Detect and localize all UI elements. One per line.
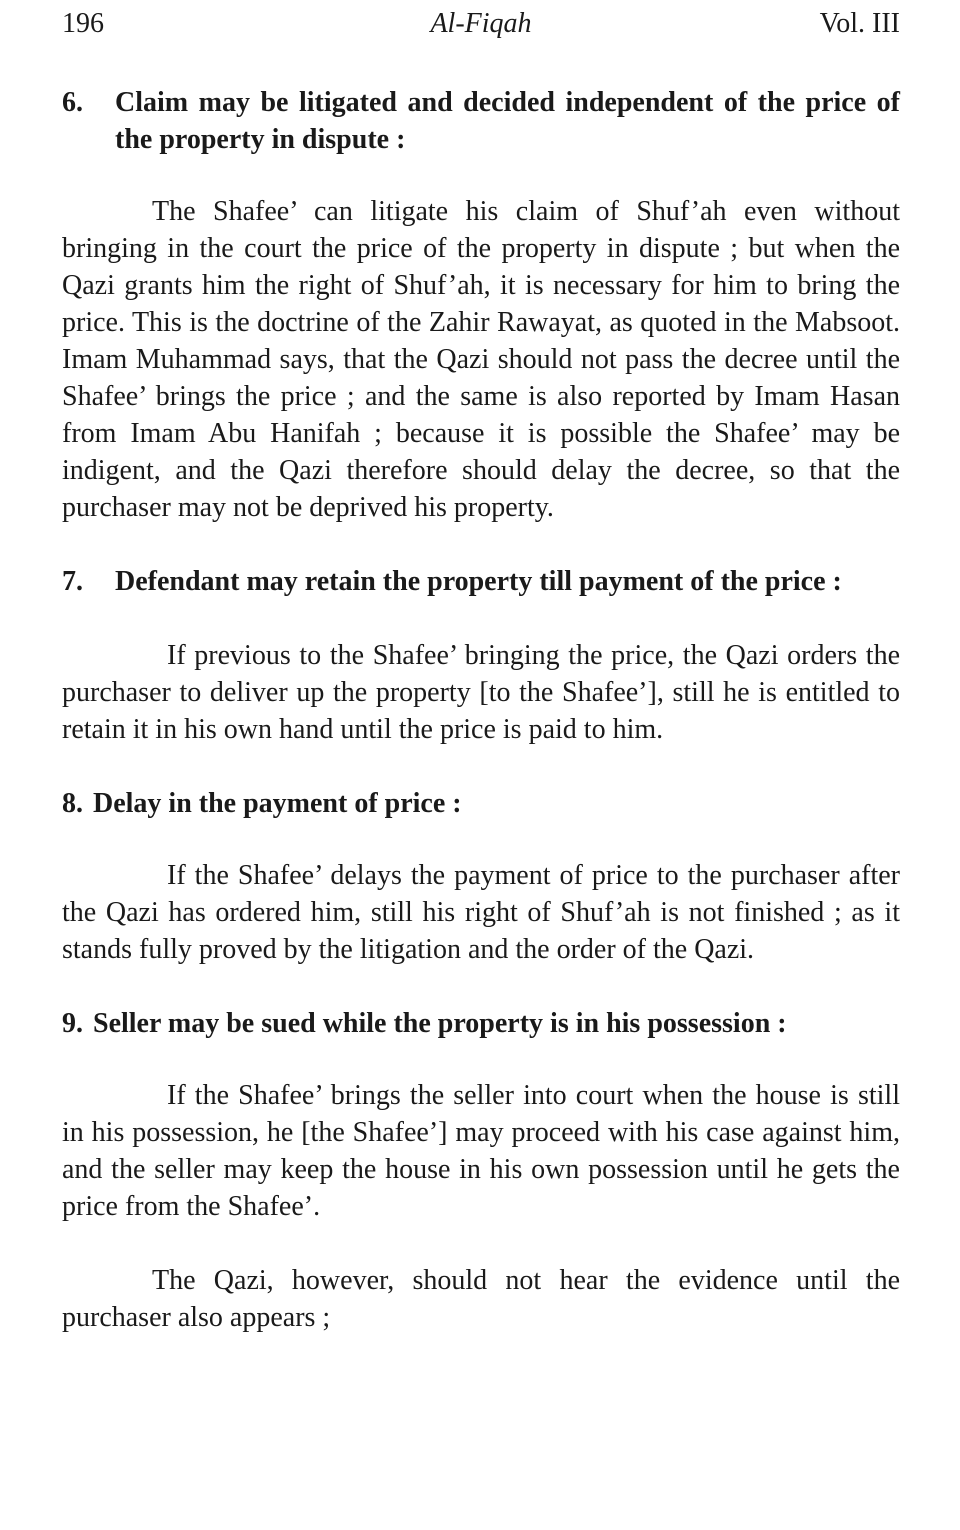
section-title: Defendant may retain the property till payment of the price : (115, 566, 842, 597)
book-title: Al-Fiqah (430, 8, 532, 39)
section-number: 9. (62, 1008, 83, 1039)
running-header (62, 8, 900, 48)
section-title: Seller may be sued while the property is in his possession : (93, 1008, 787, 1039)
paragraph: If previous to the Shafee’ bringing the price, the Qazi orders the purchaser to deliver up the property [to the Shafee’], still he is entitled to retain it in his own hand until the price is paid to him. (62, 640, 900, 745)
section-number: 7. (62, 566, 83, 597)
section-number: 8. (62, 788, 83, 819)
volume-label: Vol. III (819, 8, 900, 39)
paragraph: If the Shafee’ delays the payment of price to the purchaser after the Qazi has ordered him, still his right of Shuf’ah is not finished ; as it stands fully proved by the litigation and the order of the Qazi. (62, 860, 900, 965)
paragraph: The Qazi, however, should not hear the evidence until the purchaser also appears ; (62, 1265, 900, 1333)
section-heading-8 (62, 785, 900, 822)
paragraph: If the Shafee’ brings the seller into court when the house is still in his possession, he [the Shafee’] may proceed with his case against him, and the seller may keep the house in his own possession until he gets the price from the Shafee’. (62, 1080, 900, 1222)
section-title: Claim may be litigated and decided independent of the price of the property in dispute : (115, 87, 900, 155)
section-heading-7 (62, 563, 900, 600)
page-number: 196 (62, 8, 104, 39)
paragraph: The Shafee’ can litigate his claim of Shuf’ah even without bringing in the court the price of the property in dispute ; but when the Qazi grants him the right of Shuf’ah, it is necessary for him to bring the price. This is the doctrine of the Zahir Rawayat, as quoted in the Mabsoot. Imam Muhammad says, that the Qazi should not pass the decree until the Shafee’ brings the price ; and the same is also reported by Imam Hasan from Imam Abu Hanifah ; because it is possible the Shafee’ may be indigent, and the Qazi therefore should delay the decree, so that the purchaser may not be deprived his property. (62, 196, 900, 523)
document-page (62, 0, 900, 1336)
section-title: Delay in the payment of price : (93, 788, 462, 819)
section-number: 6. (62, 87, 83, 118)
section-heading-9 (62, 1005, 900, 1042)
section-heading-6 (62, 84, 900, 158)
